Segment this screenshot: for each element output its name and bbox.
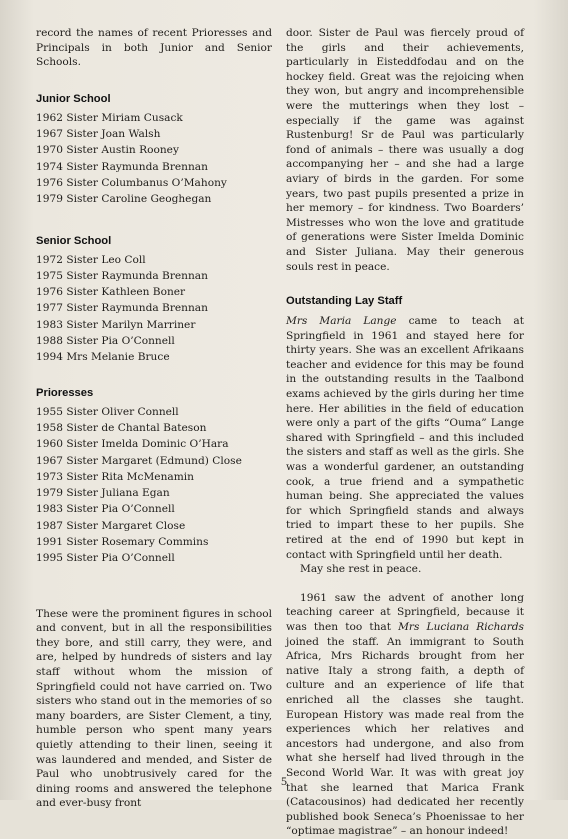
list-item: 1967 Sister Margaret (Edmund) Close	[36, 454, 242, 467]
senior-school-heading: Senior School	[36, 234, 112, 247]
list-item: 1970 Sister Austin Rooney	[36, 144, 179, 157]
richards-name: Mrs Luciana Richards	[398, 620, 524, 633]
richards-intro: 1961 saw the advent of another long teaching career at Springfield, because it was then too that	[286, 591, 524, 633]
richards-paragraph	[286, 591, 524, 839]
list-item: 1972 Sister Leo Coll	[36, 253, 146, 266]
list-item: 1983 Sister Marilyn Marriner	[36, 318, 196, 331]
lange-name: Mrs Maria Lange	[286, 315, 397, 328]
list-item: 1979 Sister Caroline Geoghegan	[36, 193, 212, 206]
junior-school-heading: Junior School	[36, 92, 111, 105]
left-column	[36, 26, 272, 811]
junior-school-list	[36, 110, 272, 208]
list-item: 1974 Sister Raymunda Brennan	[36, 160, 208, 173]
list-item: 1962 Sister Miriam Cusack	[36, 111, 183, 124]
list-item: 1967 Sister Joan Walsh	[36, 128, 161, 141]
lange-paragraph	[286, 314, 524, 562]
list-item: 1995 Sister Pia O’Connell	[36, 552, 175, 565]
list-item: 1977 Sister Raymunda Brennan	[36, 302, 208, 315]
list-item: 1973 Sister Rita McMenamin	[36, 470, 194, 483]
list-item: 1994 Mrs Melanie Bruce	[36, 351, 170, 364]
list-item: 1987 Sister Margaret Close	[36, 519, 186, 532]
intro-paragraph: record the names of recent Prioresses and Principals in both Junior and Senior Schools.	[36, 27, 272, 69]
list-item: 1983 Sister Pia O’Connell	[36, 503, 175, 516]
closing-paragraph: These were the prominent figures in school and convent, but in all the responsibilities they bore, and still carry, they were, and are, helped by hundreds of sisters and lay staff without whom the mission of Springfield could not have carried on. Two sisters who stand out in the memories of so many boarders, are Sister Clement, a tiny, humble person who spent many years quietly attending to their linen, seeing it was laundered and mended, and Sister de Paul who unobtrusively cared for the dining rooms and answered the telephone and ever-busy front	[36, 607, 272, 810]
list-item: 1979 Sister Juliana Egan	[36, 487, 170, 500]
list-item: 1958 Sister de Chantal Bateson	[36, 421, 207, 434]
lange-rip: May she rest in peace.	[300, 563, 422, 576]
list-item: 1991 Sister Rosemary Commins	[36, 536, 209, 549]
prioresses-heading: Prioresses	[36, 386, 94, 399]
list-item: 1976 Sister Kathleen Boner	[36, 286, 186, 299]
richards-text: joined the staff. An immigrant to South Africa, Mrs Richards brought from her native Italy a strong faith, a depth of culture and an experience of life that enriched all the classes she taught. European History was made real from the experiences which her relatives and ancestors had undergone, and also from what she herself had lived through in the Second World War. It was with great joy that she learned that Marica Frank (Catacousinos) had dedicated her recently published book Seneca’s Phoenissae to her “optimae magistrae” – an honour indeed!	[286, 635, 524, 838]
list-item: 1955 Sister Oliver Connell	[36, 405, 179, 418]
list-item: 1988 Sister Pia O’Connell	[36, 335, 175, 348]
continuation-paragraph: door. Sister de Paul was fiercely proud of the girls and their achievements, particularly in Eisteddfodau and on the hockey field. Great was the rejoicing when they won, but angry and incomprehensible were the mutterings when they lost – especially if the game was against Rustenburg! Sr de Paul was particularly fond of animals – there was usually a dog accompanying her – and she had a large aviary of birds in the garden. For some years, two past pupils presented a prize in her memory – for kindness. Two Boarders’ Mistresses who won the love and gratitude of generations were Sister Imelda Dominic and Sister Juliana. May their generous souls rest in peace.	[286, 27, 524, 273]
list-item: 1960 Sister Imelda Dominic O’Hara	[36, 438, 229, 451]
lange-text: came to teach at Springfield in 1961 and stayed here for thirty years. She was an excellent Afrikaans teacher and evidence for this may be found in the outstanding results in the Taalbond exams achieved by the girls during her time here. Her abilities in the field of education were only a part of the gifts “Ouma” Lange shared with Springfield – and this included the sisters and staff as well as the girls. She was a wonderful gardener, an outstanding cook, a true friend and a sympathetic human being. She appreciated the values for which Springfield stands and always tried to impart these to her pupils. She retired at the end of 1990 but kept in contact with Springfield until her death.	[286, 315, 524, 561]
senior-school-list	[36, 252, 272, 366]
right-column	[286, 26, 524, 839]
lay-staff-heading: Outstanding Lay Staff	[286, 295, 403, 308]
list-item: 1976 Sister Columbanus O’Mahony	[36, 176, 227, 189]
list-item: 1975 Sister Raymunda Brennan	[36, 269, 208, 282]
page-number: 5	[281, 774, 287, 788]
prioresses-list	[36, 404, 272, 567]
